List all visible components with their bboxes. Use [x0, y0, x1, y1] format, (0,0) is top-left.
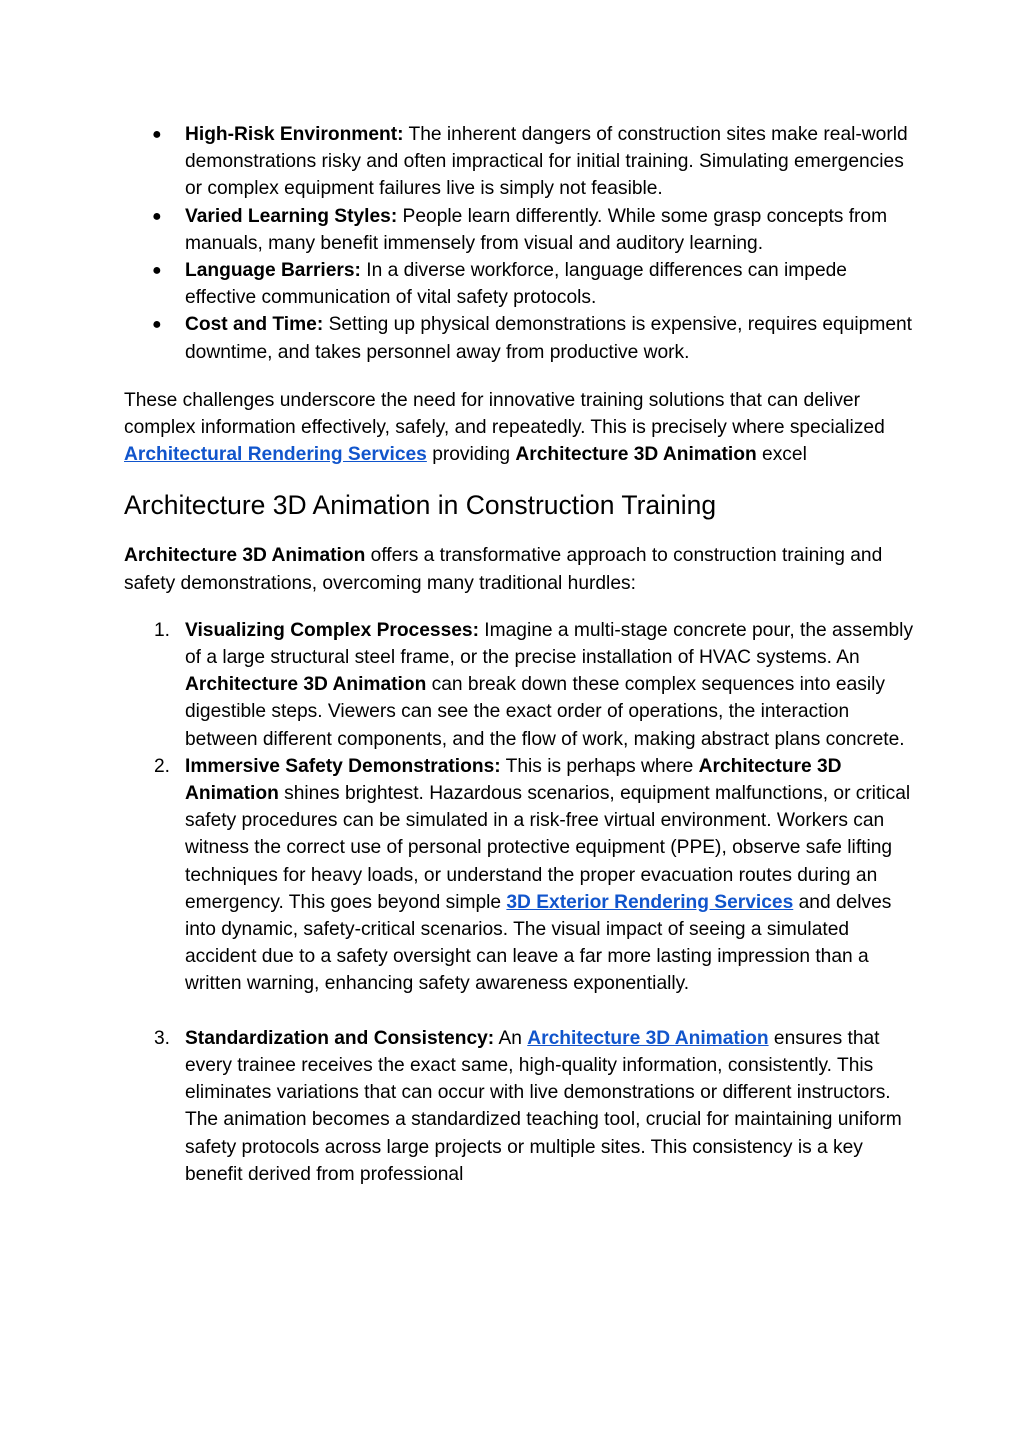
section-paragraph — [124, 542, 914, 596]
bullet-item-high-risk — [124, 121, 914, 203]
item-text-1: An — [494, 1027, 528, 1049]
bullet-term: Language Barriers: — [185, 260, 361, 282]
section-heading: Architecture 3D Animation in Construction Training — [124, 490, 717, 521]
bullet-item-cost-time — [124, 311, 914, 365]
intro-text-1: These challenges underscore the need for innovative training solutions that can deliver complex information effectively, safely, and repeatedly. This is precisely where specialized — [124, 389, 885, 439]
item-bold-2: Architecture 3D Animation — [185, 755, 842, 805]
bullet-text: People learn differently. While some grasp concepts from manuals, many benefit immensely from visual and auditory learning. — [185, 205, 888, 254]
numbered-item-standardization — [124, 1025, 914, 1188]
numbered-item-safety — [124, 753, 914, 998]
architectural-rendering-services-link[interactable]: Architectural Rendering Services — [124, 444, 427, 466]
item-bold-2: Architecture 3D Animation — [185, 674, 427, 696]
intro-text-2: providing — [426, 444, 516, 466]
numbered-item-visualizing — [124, 617, 914, 753]
intro-bold: Architecture 3D Animation — [515, 444, 757, 466]
bullet-text: In a diverse workforce, language differences can impede effective communication of vital safety protocols. — [185, 260, 847, 309]
bullet-item-language-barriers — [124, 257, 914, 311]
item-term: Visualizing Complex Processes: — [185, 619, 479, 641]
bullet-term: Cost and Time: — [185, 314, 324, 336]
bullet-term: Varied Learning Styles: — [185, 205, 398, 227]
bullet-item-learning-styles — [124, 203, 914, 257]
list-number: 2. — [154, 755, 171, 777]
architecture-3d-animation-link[interactable]: Architecture 3D Animation — [527, 1027, 769, 1049]
3d-exterior-rendering-services-link[interactable]: 3D Exterior Rendering Services — [506, 891, 794, 913]
challenges-bullet-list — [124, 121, 914, 366]
item-text-2: shines brightest. Hazardous scenarios, equipment malfunctions, or critical safety procedures can be simulated in a risk-free virtual environment. Workers can witness the correct use of personal protective equipment (PPE), observe safe lifting techniques for heavy loads, or understand the proper evacuation routes during an emergency. This goes beyond simple — [185, 783, 911, 913]
bullet-marker: ● — [152, 207, 162, 225]
item-text-3: and delves into dynamic, safety-critical scenarios. The visual impact of seeing a simulated accident due to a safety oversight can leave a far more lasting impression than a written warning, enhancing safety awareness exponentially. — [185, 891, 892, 995]
bullet-term: High-Risk Environment: — [185, 124, 404, 145]
bullet-marker: ● — [152, 262, 162, 280]
bullet-marker: ● — [152, 126, 162, 143]
list-number: 1. — [154, 619, 171, 641]
bullet-text: Setting up physical demonstrations is expensive, requires equipment downtime, and takes personnel away from productive work. — [185, 314, 912, 363]
document-page — [124, 121, 914, 1188]
bullet-marker: ● — [152, 316, 162, 334]
section-text: offers a transformative approach to construction training and safety demonstrations, overcoming many traditional hurdles: — [124, 545, 883, 594]
item-text-2: can break down these complex sequences into easily digestible steps. Viewers can see the exact order of operations, the interaction between different components, and the flow of work, making abstract plans concrete. — [185, 674, 905, 750]
bullet-text: The inherent dangers of construction sites make real-world demonstrations risky and often impractical for initial training. Simulating emergencies or complex equipment failures live is simply not feasible. — [185, 124, 908, 200]
section-bold: Architecture 3D Animation — [124, 545, 366, 567]
intro-text-3: excel — [756, 444, 807, 466]
item-term: Standardization and Consistency: — [185, 1027, 495, 1049]
benefits-numbered-list — [124, 617, 914, 1188]
item-text-1: This is perhaps where — [500, 755, 699, 777]
item-text-2: ensures that every trainee receives the exact same, high-quality information, consistently. This eliminates variations that can occur with live demonstrations or different instructors. The animation becomes a standardized teaching tool, crucial for maintaining uniform safety protocols across large projects or multiple sites. This consistency is a key benefit derived from professional — [185, 1027, 902, 1185]
intro-paragraph — [124, 387, 914, 469]
list-number: 3. — [154, 1027, 171, 1049]
item-term: Immersive Safety Demonstrations: — [185, 755, 501, 777]
item-text-1: Imagine a multi-stage concrete pour, the assembly of a large structural steel frame, or the precise installation of HVAC systems. An — [185, 619, 914, 669]
